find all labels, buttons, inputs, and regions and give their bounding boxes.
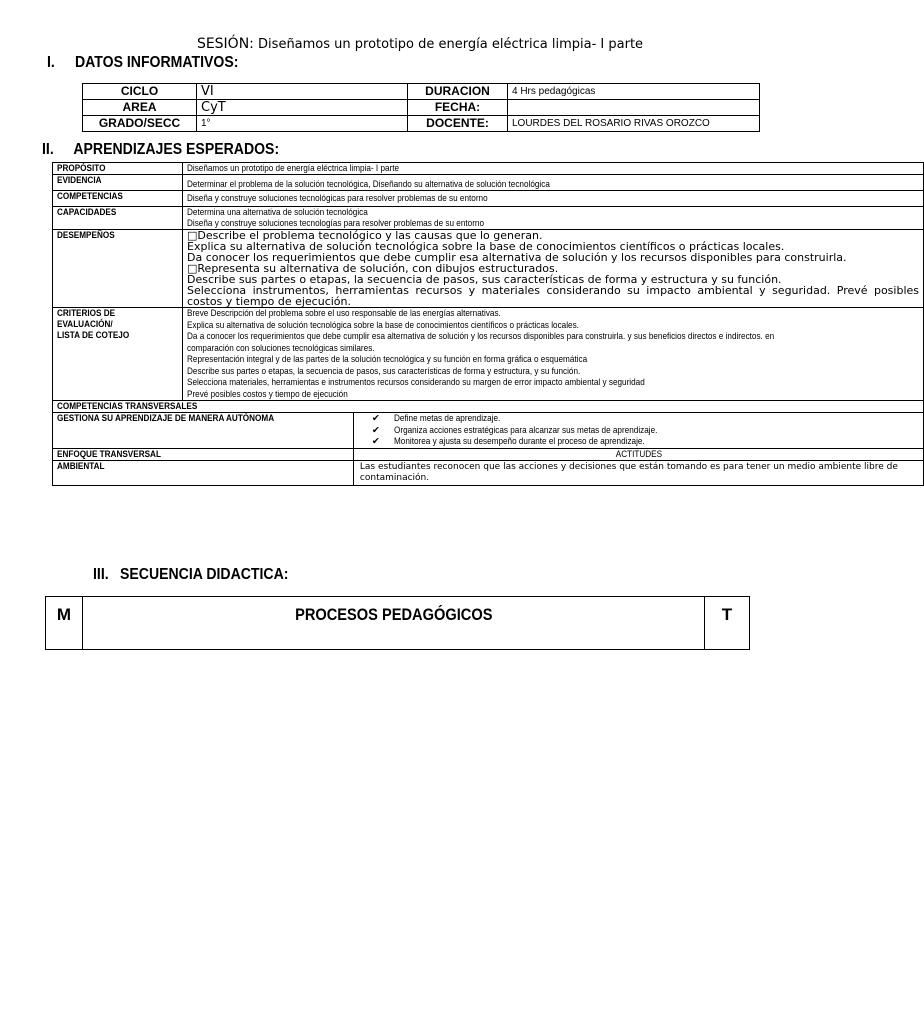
enfoque-label-cell xyxy=(53,448,354,460)
section-3-heading xyxy=(93,566,288,584)
capacidad-line: Diseña y construye soluciones tecnologías para resolver problemas de su entorno xyxy=(187,218,485,229)
table-row xyxy=(46,597,750,650)
value-cell: LOURDES DEL ROSARIO RIVAS OROZCO xyxy=(508,116,760,132)
list-item: ✔ Define metas de aprendizaje. xyxy=(371,413,501,424)
aprendizajes-table xyxy=(52,162,924,486)
table-row xyxy=(53,401,924,413)
section-3-title: SECUENCIA DIDACTICA: xyxy=(120,566,289,583)
value-cell: 4 Hrs pedagógicas xyxy=(508,84,760,100)
value-cell: 1° xyxy=(197,116,408,132)
session-title xyxy=(0,36,840,52)
criterios-label-line: LISTA DE COTEJO xyxy=(57,330,130,341)
table-row xyxy=(53,448,924,460)
list-item: ✔ Monitorea y ajusta su desempeño durante el proceso de aprendizaje. xyxy=(371,436,645,447)
criterio-line: Explica su alternativa de solución tecnológica sobre la base de conocimientos científicos o prácticas locales. xyxy=(187,319,579,331)
col-m-header: M xyxy=(46,597,83,650)
criterio-line: Describe sus partes o etapas, la secuencia de pasos, sus características de forma y estructura, y su función. xyxy=(187,365,581,377)
value-cell xyxy=(508,100,760,116)
value-cell xyxy=(183,191,924,207)
col-procesos-header: PROCESOS PEDAGÓGICOS xyxy=(83,597,705,650)
table-row xyxy=(53,308,924,401)
table-row xyxy=(53,460,924,485)
label-cell: CICLO xyxy=(83,84,197,100)
section-3-numeral: III. xyxy=(93,566,109,583)
value-cell: VI xyxy=(197,84,408,100)
label-cell: AREA xyxy=(83,100,197,116)
section-2-numeral: II. xyxy=(42,141,54,158)
criterio-line: Representación integral y de las partes de la solución tecnológica y su función en forma gráfica o esquemática xyxy=(187,354,588,365)
enfoque-name-cell xyxy=(53,460,354,485)
proposito-label: PROPÓSITO xyxy=(57,163,106,174)
session-title-text: Diseñamos un prototipo de energía eléctrica limpia- I parte xyxy=(258,37,644,52)
criterio-line: Prevé posibles costos y tiempo de ejecución xyxy=(187,388,348,400)
label-cell xyxy=(53,175,183,191)
desempeno-line: Explica su alternativa de solución tecnológica sobre la base de conocimientos científicos o prácticas locales. xyxy=(187,240,785,253)
desempeno-line: Describe sus partes o etapas, la secuencia de pasos, sus características de forma y estructura y su función. xyxy=(187,273,782,286)
desempeno-line: □Describe el problema tecnológico y las causas que lo generan. xyxy=(187,229,543,242)
capacidad-line: Determina una alternativa de solución tecnológica xyxy=(187,207,368,218)
section-2-title: APRENDIZAJES ESPERADOS: xyxy=(73,141,280,158)
table-row xyxy=(83,116,760,132)
datos-informativos-table xyxy=(82,83,760,132)
section-1-title: DATOS INFORMATIVOS: xyxy=(74,54,239,71)
proposito-value: Diseñamos un prototipo de energía eléctrica limpia- I parte xyxy=(187,163,400,174)
session-label: SESIÓN: xyxy=(196,36,254,52)
metas-cell xyxy=(353,413,923,449)
desempeno-line: □Representa su alternativa de solución, con dibujos estructurados. xyxy=(187,262,559,275)
value-cell xyxy=(183,163,924,175)
table-row xyxy=(83,100,760,116)
col-t-header: T xyxy=(705,597,750,650)
competencias-value: Diseña y construye soluciones tecnológicas para resolver problemas de su entorno xyxy=(187,193,488,204)
label-cell xyxy=(53,207,183,230)
label-cell xyxy=(53,308,183,401)
label-cell: FECHA: xyxy=(408,100,508,116)
table-row xyxy=(53,175,924,191)
list-item: ✔ Organiza acciones estratégicas para alcanzar sus metas de aprendizaje. xyxy=(371,424,658,436)
table-row xyxy=(53,207,924,230)
value-cell xyxy=(183,175,924,191)
criterio-line: Selecciona materiales, herramientas e instrumentos recursos considerando su margen de error impacto ambiental y seguridad xyxy=(187,377,645,388)
table-row xyxy=(53,191,924,207)
label-cell xyxy=(53,230,183,308)
criterios-label-line: EVALUACIÓN/ xyxy=(57,319,113,330)
evidencia-value: Determinar el problema de la solución tecnológica, Diseñando su alternativa de solución tecnológica xyxy=(187,179,550,190)
section-2-heading xyxy=(42,141,279,159)
enfoque-name: AMBIENTAL xyxy=(57,460,105,472)
table-row xyxy=(53,163,924,175)
label-cell xyxy=(53,163,183,175)
evidencia-label: EVIDENCIA xyxy=(57,175,102,186)
actitudes-label-cell xyxy=(353,448,923,460)
competencia-transversal-cell xyxy=(53,413,354,449)
check-icon: ✔ xyxy=(371,424,380,436)
metas-list xyxy=(358,413,919,448)
section-1-heading xyxy=(47,54,238,72)
criterio-line: Da a conocer los requerimientos que debe cumplir esa alternativa de solución y los recursos disponibles para construirla. y sus beneficios directos e indirectos. en comparación con soluciones tecnológicas similares. xyxy=(187,331,775,354)
criterios-cell xyxy=(183,308,924,401)
label-cell: DURACION xyxy=(408,84,508,100)
desempenos-label: DESEMPEÑOS xyxy=(57,230,115,241)
transversales-label: COMPETENCIAS TRANSVERSALES xyxy=(57,401,198,412)
competencias-label: COMPETENCIAS xyxy=(57,191,123,202)
competencia-transversal: GESTIONA SU APRENDIZAJE DE MANERA AUTÓNOMA xyxy=(57,413,275,424)
transversales-header xyxy=(53,401,924,413)
secuencia-table xyxy=(45,596,750,650)
value-cell: CyT xyxy=(197,100,408,116)
table-row xyxy=(83,84,760,100)
table-row xyxy=(53,413,924,449)
label-cell: DOCENTE: xyxy=(408,116,508,132)
enfoque-label: ENFOQUE TRANSVERSAL xyxy=(57,448,161,460)
table-row xyxy=(53,230,924,308)
label-cell xyxy=(53,191,183,207)
desempeno-line: Selecciona instrumentos, herramientas recursos y materiales considerando su impacto ambiental y seguridad. Prevé posibles costos y tiempo de ejecución. xyxy=(187,284,919,308)
criterio-line: Breve Descripción del problema sobre el uso responsable de las energías alternativas. xyxy=(187,308,501,319)
actitudes-label: ACTITUDES xyxy=(615,448,662,460)
section-1-numeral: I. xyxy=(47,54,55,71)
capacidades-label: CAPACIDADES xyxy=(57,207,117,218)
value-cell xyxy=(183,207,924,230)
criterios-label-line: CRITERIOS DE xyxy=(57,308,116,319)
actitud-cell: Las estudiantes reconocen que las acciones y decisiones que están tomando es para tener un medio ambiente libre de contaminación. xyxy=(353,460,923,485)
desempeno-line: Da conocer los requerimientos que debe cumplir esa alternativa de solución y los recursos disponibles para construirla. xyxy=(187,251,847,264)
check-icon: ✔ xyxy=(371,436,380,447)
desempenos-cell xyxy=(183,230,924,308)
check-icon: ✔ xyxy=(371,413,380,424)
label-cell: GRADO/SECC xyxy=(83,116,197,132)
